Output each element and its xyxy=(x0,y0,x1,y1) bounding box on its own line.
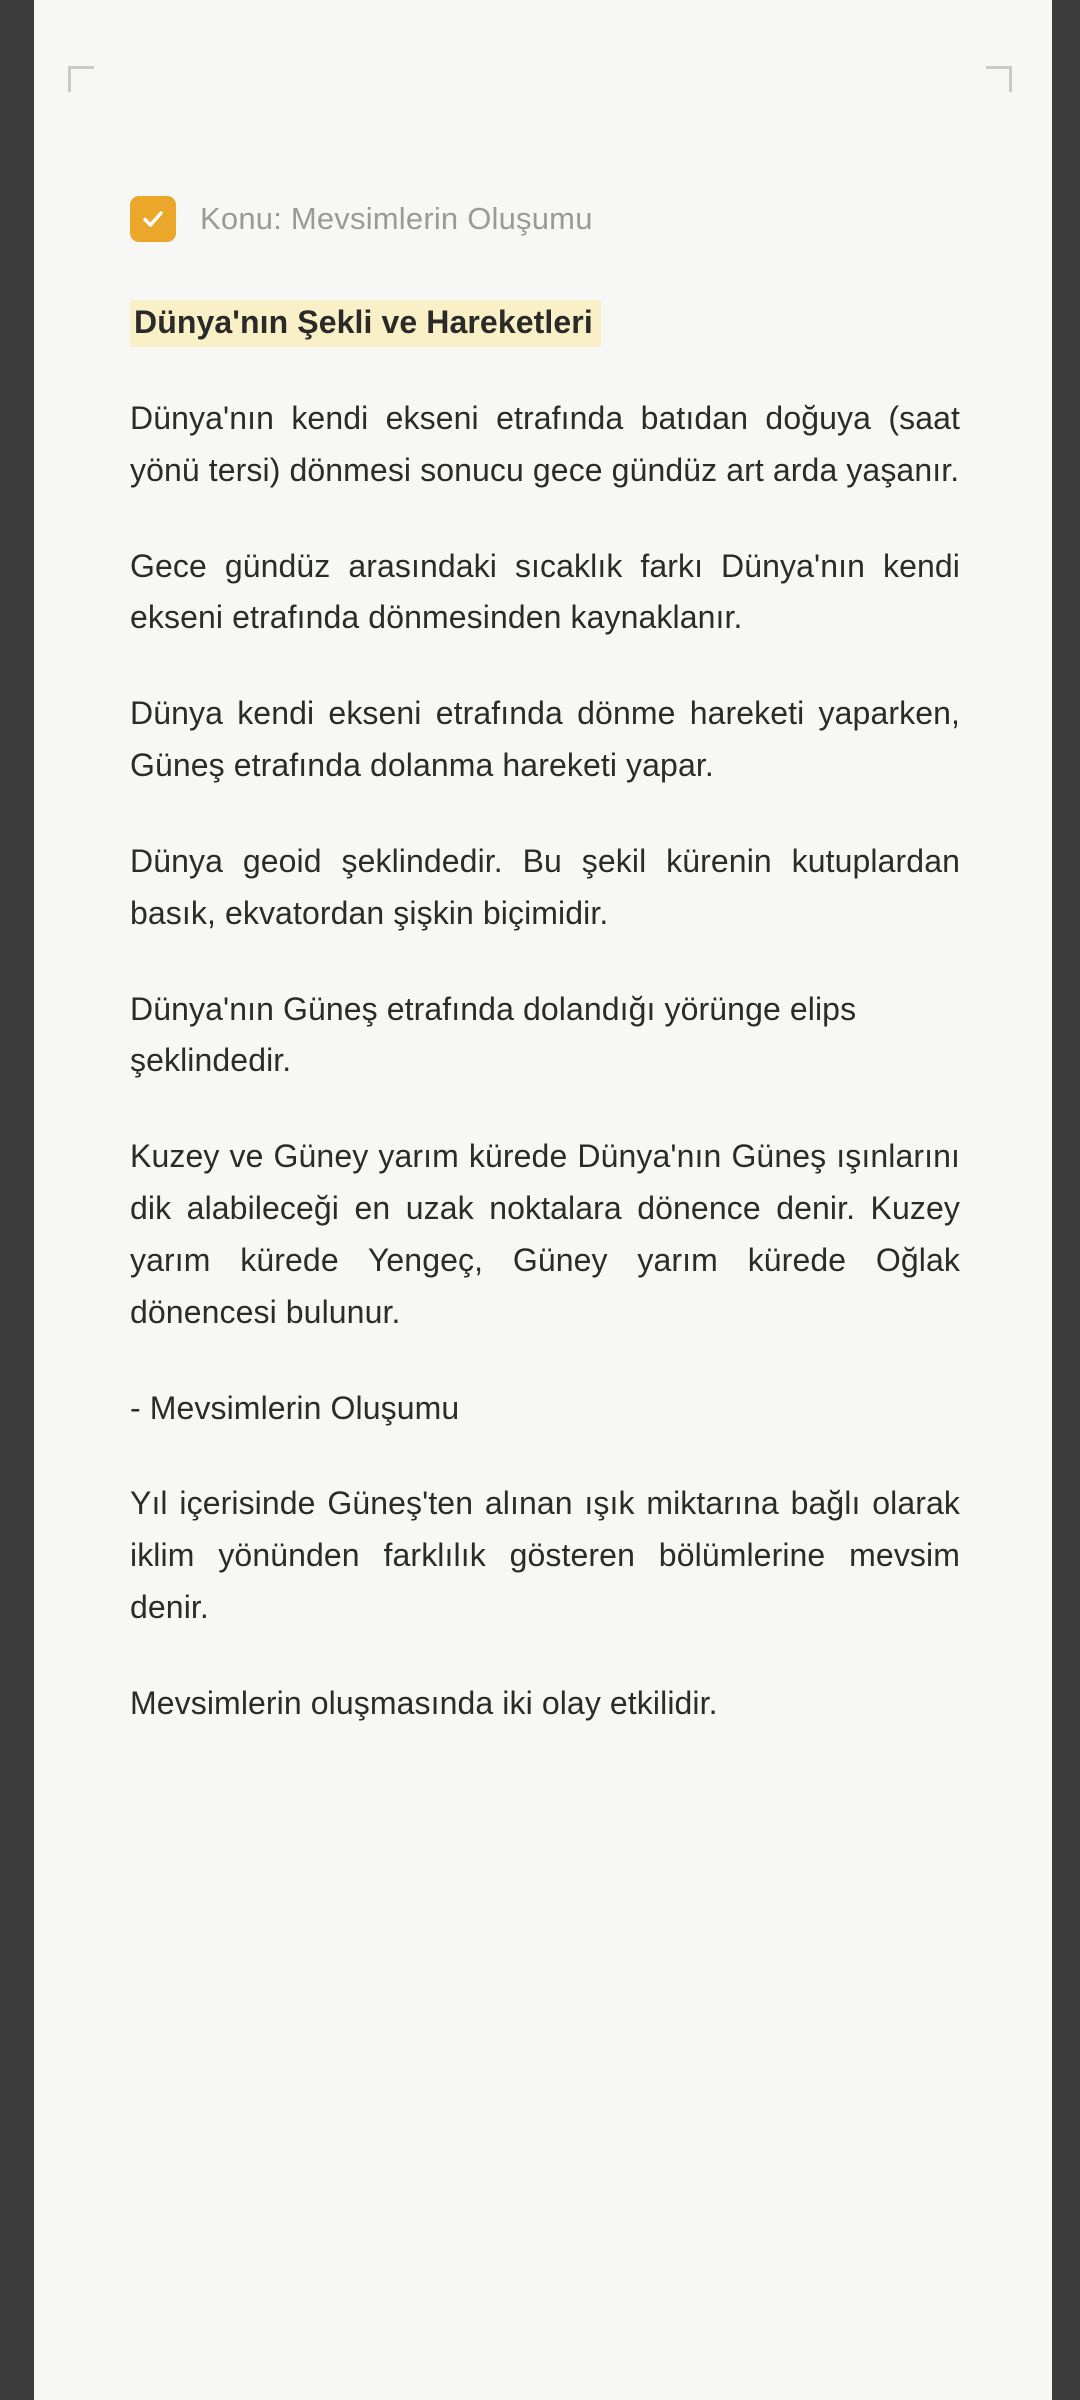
note-content xyxy=(130,196,960,1774)
note-sheet xyxy=(34,0,1052,2400)
paragraph: Yıl içerisinde Güneş'ten alınan ışık miktarına bağlı olarak iklim yönünden farklılık gösteren bölümlerine mevsim denir. xyxy=(130,1485,960,1626)
section-heading: Dünya'nın Şekli ve Hareketleri xyxy=(130,300,601,347)
right-gutter xyxy=(1052,0,1080,2400)
paragraph: Mevsimlerin oluşmasında iki olay etkilidir. xyxy=(130,1684,718,1721)
paragraph: Kuzey ve Güney yarım kürede Dünya'nın Güneş ışınlarını dik alabileceği en uzak noktalara dönence denir. Kuzey yarım kürede Yengeç, Güney yarım kürede Oğlak dönencesi bulunur. xyxy=(130,1138,960,1330)
paragraph: Dünya geoid şeklindedir. Bu şekil kürenin kutuplardan basık, ekvatordan şişkin biçimidir. xyxy=(130,842,960,931)
topic-checkbox[interactable] xyxy=(130,196,176,242)
paragraph: Dünya'nın kendi ekseni etrafında batıdan doğuya (saat yönü tersi) dönmesi sonucu gece gündüz art arda yaşanır. xyxy=(130,400,960,488)
crop-mark-top-right xyxy=(986,66,1012,92)
topic-label: Konu: Mevsimlerin Oluşumu xyxy=(200,201,593,236)
left-gutter xyxy=(0,0,34,2400)
paragraph: Gece gündüz arasındaki sıcaklık farkı Dünya'nın kendi ekseni etrafında dönmesinden kaynaklanır. xyxy=(130,547,960,636)
crop-mark-top-left xyxy=(68,66,94,92)
paragraph: Dünya'nın Güneş etrafında dolandığı yörünge elips şeklindedir. xyxy=(130,990,857,1079)
paragraph: Dünya kendi ekseni etrafında dönme hareketi yaparken, Güneş etrafında dolanma hareketi yapar. xyxy=(130,695,960,784)
check-icon xyxy=(140,206,166,232)
topic-row[interactable] xyxy=(130,196,960,242)
subsection-label: - Mevsimlerin Oluşumu xyxy=(130,1389,460,1426)
